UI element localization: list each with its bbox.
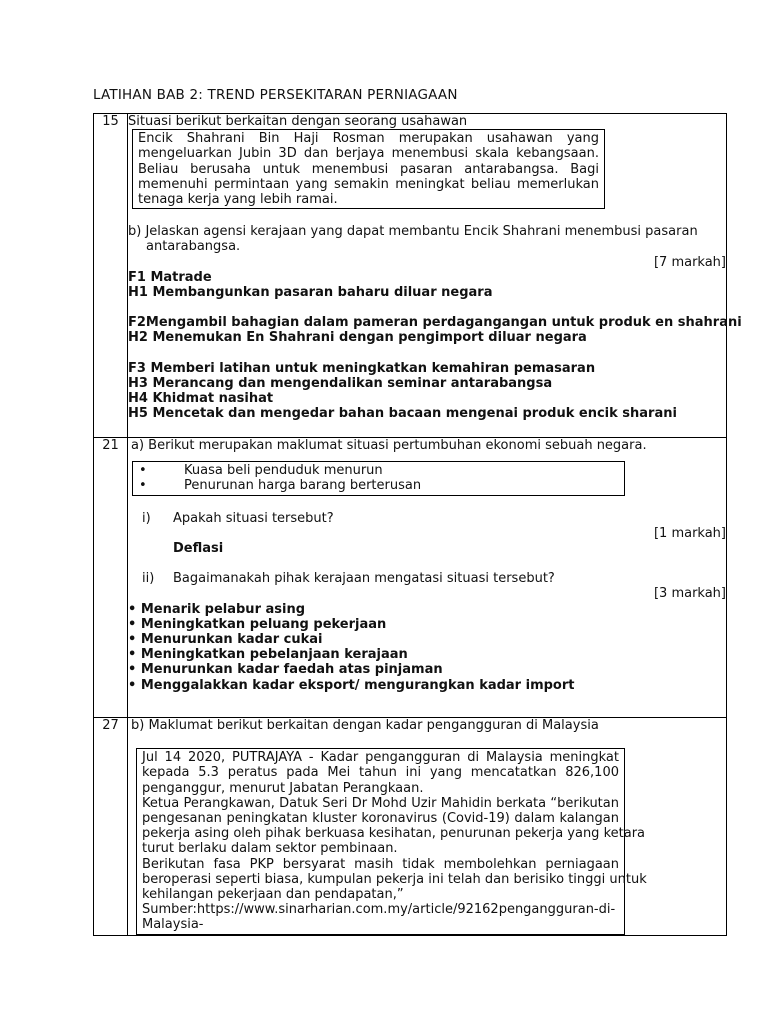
question-intro: b) Maklumat berikut berkaitan dengan kadar pengangguran di Malaysia bbox=[131, 718, 599, 733]
sub-question bbox=[128, 511, 726, 526]
question-content bbox=[128, 438, 727, 718]
marks-label: [7 markah] bbox=[653, 254, 726, 270]
question-content bbox=[128, 114, 742, 438]
situation-line: mengeluarkan Jubin 3D dan berjaya menembusi skala kebangsaan. bbox=[138, 146, 599, 162]
news-line: Berikutan fasa PKP bersyarat masih tidak membolehkan perniagaan bbox=[142, 856, 619, 872]
news-line: kepada 5.3 peratus pada Mei tahun ini yang mencatatkan 826,100 bbox=[142, 765, 619, 781]
situation-line: tenaga kerja yang lebih ramai. bbox=[138, 192, 338, 208]
answer-line: • Menggalakkan kadar eksport/ mengurangkan kadar import bbox=[128, 677, 575, 693]
answer-line: • Meningkatkan peluang pekerjaan bbox=[128, 616, 387, 632]
answer-line: • Menurunkan kadar cukai bbox=[128, 632, 323, 648]
sub-question-label: ii) bbox=[142, 571, 155, 587]
question-number: 15 bbox=[94, 114, 128, 438]
source-line: Malaysia- bbox=[142, 917, 204, 933]
answer-line: H1 Membangunkan pasaran baharu diluar negara bbox=[128, 285, 493, 301]
page-title: LATIHAN BAB 2: TREND PERSEKITARAN PERNIAGAAN bbox=[93, 87, 458, 103]
sub-question bbox=[128, 571, 726, 586]
answer-line: • Meningkatkan pebelanjaan kerajaan bbox=[128, 647, 408, 663]
question-text: antarabangsa. bbox=[146, 239, 241, 255]
question-table bbox=[93, 113, 742, 936]
question-row-27 bbox=[94, 718, 727, 936]
question-intro: a) Berikut merupakan maklumat situasi pertumbuhan ekonomi sebuah negara. bbox=[131, 438, 647, 453]
situation-item-text: Penurunan harga barang berterusan bbox=[184, 478, 422, 494]
situation-line: Encik Shahrani Bin Haji Rosman merupakan usahawan yang bbox=[138, 131, 599, 147]
situation-line: memenuhi permintaan yang semakin meningkat beliau memerlukan bbox=[138, 176, 599, 192]
news-box bbox=[136, 748, 647, 934]
sub-question-text: Apakah situasi tersebut? bbox=[173, 510, 334, 526]
situation-box bbox=[132, 461, 625, 495]
marks-label: [1 markah] bbox=[653, 525, 726, 541]
situation-item bbox=[139, 463, 624, 478]
question-number: 21 bbox=[94, 438, 128, 718]
answer-line: • Menarik pelabur asing bbox=[128, 601, 306, 617]
sub-question-text: Bagaimanakah pihak kerajaan mengatasi situasi tersebut? bbox=[173, 571, 555, 587]
answer-line: F1 Matrade bbox=[128, 269, 212, 285]
question-row-15 bbox=[94, 114, 727, 438]
question-intro: Situasi berikut berkaitan dengan seorang usahawan bbox=[128, 114, 468, 129]
news-line: Ketua Perangkawan, Datuk Seri Dr Mohd Uzir Mahidin berkata “berikutan bbox=[142, 795, 619, 811]
news-line: penganggur, menurut Jabatan Perangkaan. bbox=[142, 780, 424, 796]
question-row-21 bbox=[94, 438, 727, 718]
answer-line: H5 Mencetak dan mengedar bahan bacaan mengenai produk encik sharani bbox=[128, 406, 677, 422]
answer-line: H3 Merancang dan mengendalikan seminar antarabangsa bbox=[128, 375, 553, 391]
answer-line: H4 Khidmat nasihat bbox=[128, 391, 274, 407]
news-line: kehilangan pekerjaan dan pendapatan,” bbox=[142, 887, 404, 903]
news-line: pengesanan peningkatan kluster koronavirus (Covid-19) dalam kalangan bbox=[142, 811, 619, 827]
question-text: b) Jelaskan agensi kerajaan yang dapat membantu Encik Shahrani menembusi pasaran bbox=[128, 224, 698, 240]
news-line: beroperasi seperti biasa, kumpulan pekerja ini telah dan berisiko tinggi untuk bbox=[142, 871, 647, 887]
news-line: pekerja asing oleh pihak berkuasa kesihatan, penurunan pekerja yang ketara bbox=[142, 826, 646, 842]
situation-line: Beliau berusaha untuk menembusi pasaran antarabangsa. Bagi bbox=[138, 161, 599, 177]
marks-label: [3 markah] bbox=[653, 586, 726, 602]
news-line: Jul 14 2020, PUTRAJAYA - Kadar pengangguran di Malaysia meningkat bbox=[142, 750, 619, 766]
situation-item-text: Kuasa beli penduduk menurun bbox=[184, 463, 383, 479]
question-content bbox=[128, 718, 727, 936]
news-line: turut berlaku dalam sektor pembinaan. bbox=[142, 841, 398, 857]
answer-line: H2 Menemukan En Shahrani dengan pengimport diluar negara bbox=[128, 330, 587, 346]
question-number: 27 bbox=[94, 718, 128, 936]
situation-box bbox=[132, 129, 605, 209]
situation-item bbox=[139, 478, 624, 493]
bullet-icon: • bbox=[139, 478, 147, 494]
source-line: Sumber:https://www.sinarharian.com.my/article/92162pengangguran-di- bbox=[142, 902, 616, 918]
answer-line: • Menurunkan kadar faedah atas pinjaman bbox=[128, 662, 443, 678]
answer-line: Deflasi bbox=[173, 541, 224, 557]
bullet-icon: • bbox=[139, 463, 147, 479]
answer-line: F2Mengambil bahagian dalam pameran perdagangangan untuk produk en shahrani bbox=[128, 315, 742, 331]
answer-line: F3 Memberi latihan untuk meningkatkan kemahiran pemasaran bbox=[128, 360, 596, 376]
sub-question-label: i) bbox=[142, 510, 151, 526]
